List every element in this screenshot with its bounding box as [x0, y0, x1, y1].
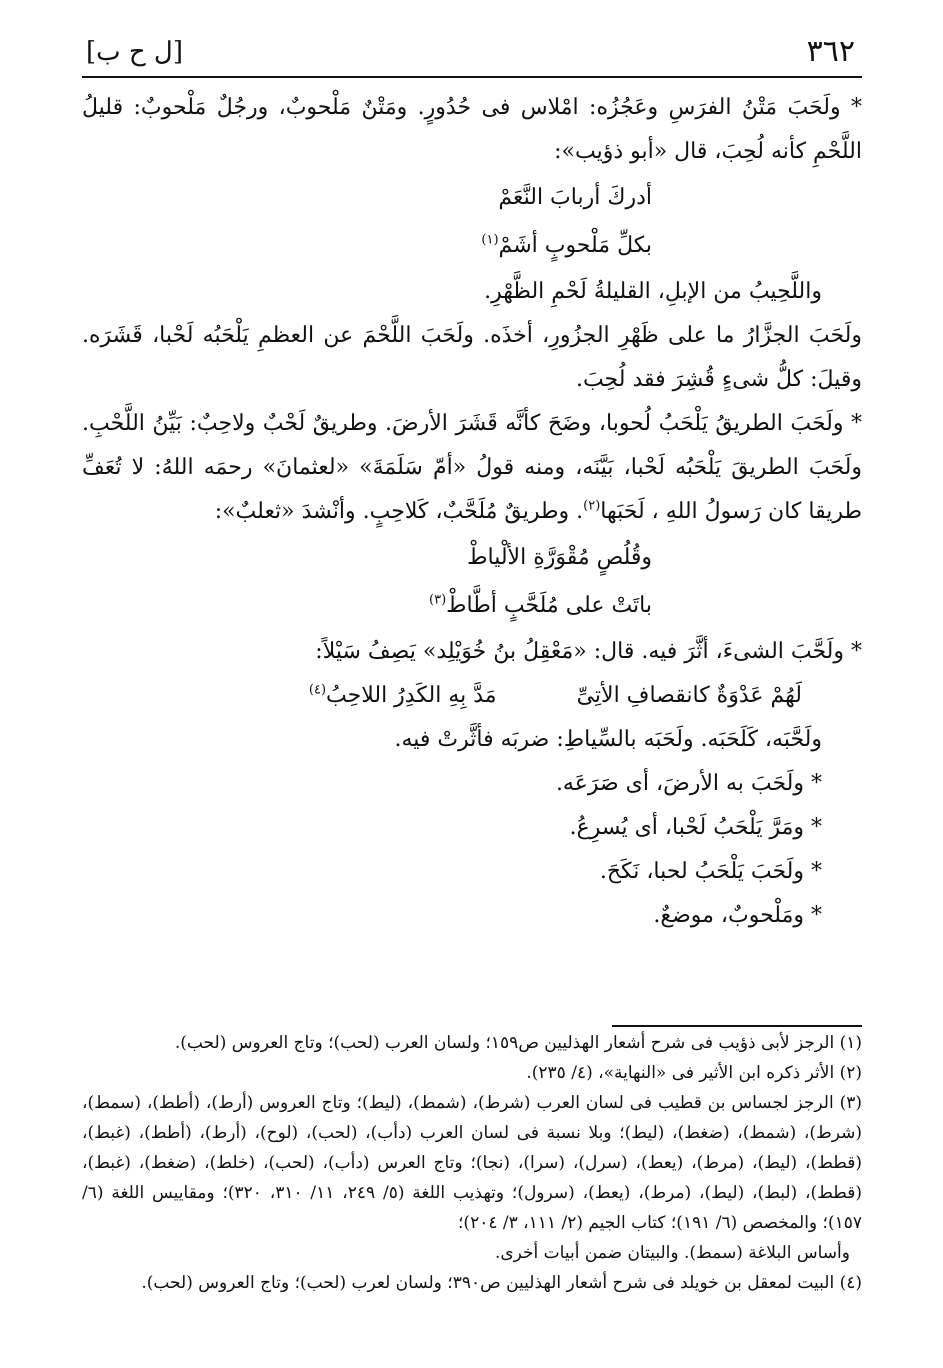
paragraph: * ولَحَبَ مَتْنُ الفرَسِ وعَجُزُه: امْلاس فى حُدُورٍ. ومَتْنٌ مَلْحوبٌ، ورجُلٌ مَلْحوبٌ: قليلُ اللَّحْمِ كأنه لُحِبَ، قال «أبو ذؤيب»:: [82, 95, 862, 164]
paragraph: ولَحَّبَه، كَلَحَبَه. ولَحَبَه بالسِّياطِ: ضربَه فأثَّرتْ فيه.: [394, 727, 822, 752]
footnote-rule: [612, 1025, 862, 1027]
main-text: [82, 86, 862, 938]
footnote: (٤) البيت لمعقل بن خويلد فى شرح أشعار الهذليين ص٣٩٠؛ ولسان لعرب (لحب)؛ وتاج العروس (لحب).: [141, 1273, 862, 1293]
footnote-continuation: وأساس البلاغة (سمط). والبيتان ضمن أبيات أخرى.: [494, 1243, 850, 1263]
root-label: [ل ح ب]: [86, 37, 183, 67]
paragraph: واللَّحِيبُ من الإبلِ، القليلةُ لَحْمِ الظَّهْرِ.: [484, 279, 822, 304]
footnote-ref: (٣): [429, 592, 447, 608]
verse-text: باتَتْ على مُلَحَّبٍ أطَّاطْ: [446, 593, 652, 618]
verse-line: وقُلُصٍ مُقْوَرَّةِ الألْياطْ: [467, 545, 652, 570]
entry-item: * ومَلْحوبٌ، موضعٌ.: [653, 903, 822, 928]
verse-line: [82, 582, 862, 630]
footnote-ref: (٢): [583, 498, 601, 514]
paragraph-text: . وطريقٌ مُلَحَّبٌ، كَلاحِبٍ. وأنْشدَ «ثعلبٌ»:: [214, 499, 584, 524]
verse-pair: [82, 674, 862, 718]
verse-hemistich: [309, 674, 497, 718]
entry-item: * ولَحَبَ به الأرضَ، أى صَرَعَه.: [555, 771, 822, 796]
footnotes: [82, 1028, 862, 1298]
verse-text: بكلِّ مَلْحوبٍ أشَمْ: [498, 233, 652, 258]
paragraph-text: * ولَحَبَ الطريقُ يَلْحَبُ لُحوبا، وضَحَ كأنَّه قَشَرَ الأرضَ. وطريقٌ لَحْبٌ ولاحِبٌ: بَيِّنُ اللَّحْبِ. ولَحَبَ الطريقَ يَلْحَبُه لَحْبا، بَيَّنَه، ومنه قولُ «أمّ سَلَمَةَ» «لعثمانَ» رحمَه اللهُ: لا تُعَفِّ طريقا كان رَسولُ اللهِ ، لَحَبَها: [82, 411, 862, 524]
verse-line: أدركَ أربابَ النَّعَمْ: [498, 185, 652, 210]
paragraph: ولَحَبَ الجزَّارُ ما على ظَهْرِ الجزُورِ، أخذَه. ولَحَبَ اللَّحْمَ عن العظمِ يَلْحَبُه لَحْبا، قَشَرَه. وقيلَ: كلُّ شىءٍ قُشِرَ فقد لُحِبَ.: [82, 323, 862, 392]
verse-text: مَدَّ بِهِ الكَدِرُ اللاحِبُ: [326, 683, 497, 708]
footnote: (٣) الرجز لجساس بن قطيب فى لسان العرب (شرط)، (شمط)، (ليط)؛ وتاج العروس (أرط)، (أطط)، (سمط)، (شرط)، (شمط)، (ضغط)، (ليط)؛ وبلا نسبة فى لسان العرب (دأب)، (لحب)، (لوح)، (أرط)، (أطط)، (غبط)، (قطط)، (ليط)، (مرط)، (يعط)، (سرل)، (سرا)، (نجا)؛ وتاج العرس (دأب)، (لحب)، (خلط)، (ضغط)، (غبط)، (قطط)، (لبط)، (ليط)، (مرط)، (يعط)، (سرول)؛ وتهذيب اللغة (٥/ ٢٤٩، ١١/ ٣١٠، ٣٢٠)؛ ومقاييس اللغة (٦/ ١٥٧)؛ والمخصص (٦/ ١٩١)؛ كتاب الجيم (٢/ ١١١، ٣/ ٢٠٤)؛: [82, 1093, 863, 1233]
footnote-ref: (١): [481, 232, 499, 248]
verse-line: [82, 222, 862, 270]
entry-item: * ولَحَبَ يَلْحَبُ لحبا، نَكَحَ.: [599, 859, 822, 884]
paragraph: [82, 402, 862, 534]
footnote: (٢) الأثر ذكره ابن الأثير فى «النهاية»، (٤/ ٢٣٥).: [526, 1063, 862, 1083]
verse-hemistich: لَهُمْ عَدْوَةٌ كانقصافِ الأتِىِّ: [576, 683, 802, 708]
footnote: (١) الرجز لأبى ذؤيب فى شرح أشعار الهذليين ص١٥٩؛ ولسان العرب (لحب)؛ وتاج العروس (لحب).: [174, 1033, 862, 1053]
entry-item: * ومَرَّ يَلْحَبُ لَحْبا، أى يُسرِعُ.: [569, 815, 822, 840]
page-number: ٣٦٢: [806, 34, 855, 69]
header-rule: [82, 76, 862, 78]
paragraph: * ولَحَّبَ الشىءَ، أثَّرَ فيه. قال: «مَعْقِلُ بنُ خُوَيْلِد» يَصِفُ سَيْلاً:: [315, 639, 862, 664]
footnote-ref: (٤): [308, 682, 327, 698]
